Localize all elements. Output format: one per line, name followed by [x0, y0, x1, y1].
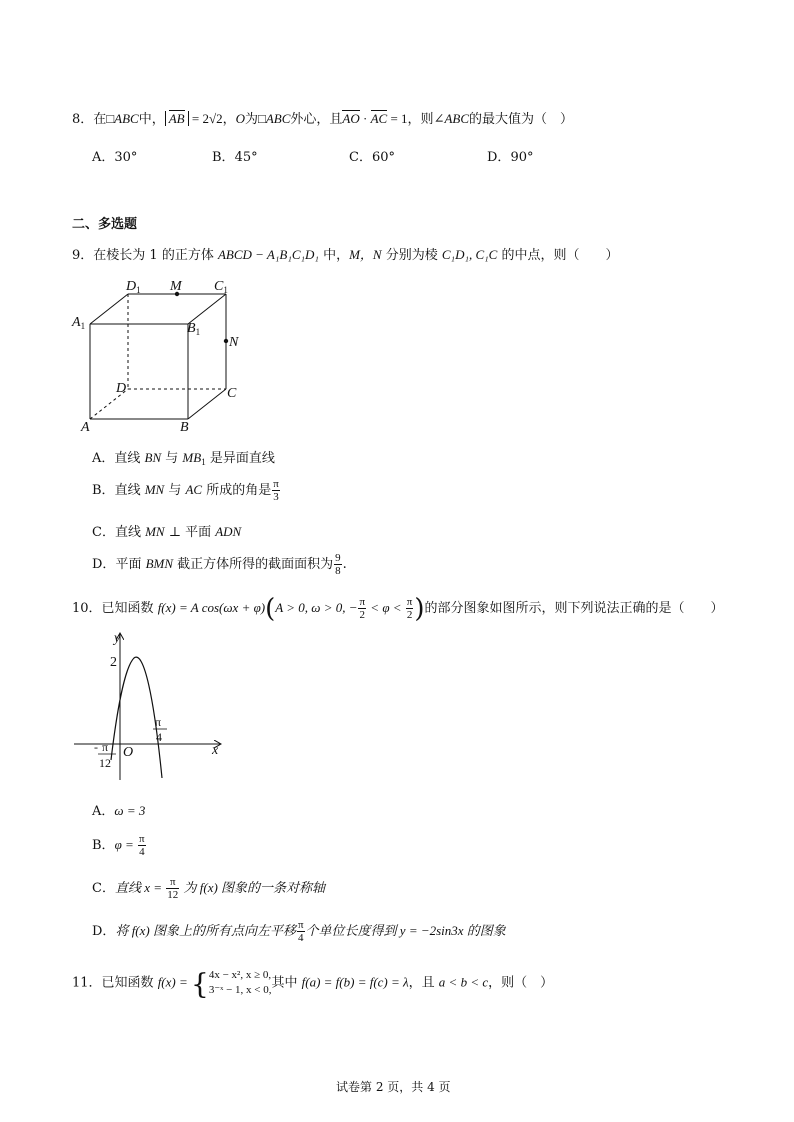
- option-label: D．: [92, 924, 116, 939]
- stem-text: 其中: [271, 975, 302, 991]
- label-pi-twelfth-num: π: [102, 740, 109, 754]
- option-value: 45°: [234, 150, 258, 165]
- option-b[interactable]: [92, 478, 281, 503]
- point-n: [224, 339, 228, 343]
- option-a[interactable]: [92, 800, 145, 819]
- option-label: D．: [487, 150, 511, 165]
- equation: = 1，则: [387, 111, 434, 126]
- plane-adn: ADN: [215, 524, 242, 539]
- plane-bmn: BMN: [145, 556, 174, 571]
- label-n: N: [229, 335, 239, 350]
- question-10-stem: [72, 594, 724, 624]
- label-b: B: [180, 420, 189, 434]
- fraction: $\frac{\pi}{4}$: [139, 833, 145, 858]
- option-text: 与: [161, 451, 183, 466]
- option-d[interactable]: [92, 919, 506, 944]
- stem-text: 中，: [318, 248, 350, 263]
- option-label: A．: [92, 451, 115, 466]
- option-text: 截正方体所得的截面面积为: [173, 557, 334, 572]
- line-ac: AC: [185, 482, 203, 497]
- option-text: 直线: [114, 451, 145, 466]
- label-x: x: [212, 743, 219, 758]
- equation: f(a) = f(b) = f(c) = λ: [301, 974, 409, 990]
- option-value: 90°: [510, 150, 534, 165]
- label-b1: $B_1$: [187, 321, 201, 337]
- period: .: [342, 557, 347, 572]
- option-b[interactable]: [92, 833, 147, 858]
- question-11-stem: [72, 967, 554, 1001]
- option-label: D．: [92, 557, 116, 572]
- option-c[interactable]: [349, 146, 395, 165]
- inequality: a < b < c: [438, 974, 489, 990]
- question-number: 8．: [72, 112, 94, 127]
- case-nonnegative: 4x − x², x ≥ 0,: [208, 969, 272, 981]
- stem-text: 的最大值为（ ）: [469, 112, 574, 127]
- option-d[interactable]: [92, 552, 347, 577]
- option-text: 个单位长度得到 y = −2sin3x 的图象: [305, 923, 506, 938]
- label-pi-twelfth-den: 12: [99, 756, 111, 770]
- label-d: D: [116, 381, 127, 396]
- option-c[interactable]: [92, 876, 325, 901]
- option-a[interactable]: [92, 146, 137, 165]
- option-label: B．: [92, 483, 115, 498]
- option-text: 将 f(x) 图象上的所有点向左平移: [115, 923, 296, 938]
- cube-figure: [70, 274, 250, 434]
- left-brace: {: [191, 967, 209, 1001]
- vector-ab: AB: [168, 111, 185, 126]
- equation: = 2√2，: [188, 111, 236, 126]
- label-two: 2: [110, 655, 117, 670]
- label-c1: $C_1$: [214, 279, 228, 295]
- angle-abc: ∠ABC: [433, 111, 470, 126]
- line-mn: MN: [145, 524, 165, 539]
- stem-text: 外心，且: [290, 112, 343, 127]
- edge-names: C₁D₁, C₁C: [441, 247, 498, 262]
- edge-bc: [188, 389, 226, 419]
- option-text: 所成的角是: [202, 483, 272, 498]
- stem-text: 的部分图象如图所示，则下列说法正确的是（ ）: [424, 601, 724, 616]
- label-d1: $D_1$: [126, 279, 141, 295]
- fraction: $\frac{\pi}{4}$: [297, 919, 304, 944]
- right-paren: ): [414, 594, 425, 624]
- condition: A > 0, ω > 0, −: [275, 600, 358, 615]
- label-pi-quarter-num: π: [155, 715, 162, 729]
- stem-text: ，且: [408, 975, 439, 991]
- option-text: 是异面直线: [205, 451, 275, 466]
- label-a: A: [81, 420, 90, 434]
- stem-text: 在: [93, 112, 107, 127]
- option-label: C．: [92, 525, 115, 540]
- option-text: ω = 3: [114, 803, 146, 818]
- option-a[interactable]: [92, 447, 275, 467]
- question-number: 10．: [72, 601, 102, 616]
- function-graph: [70, 628, 240, 788]
- stem-text: 已知函数: [101, 601, 158, 616]
- question-9-stem: [72, 244, 618, 263]
- option-label: A．: [92, 150, 115, 165]
- page-footer: 试卷第 2 页，共 4 页: [336, 1080, 451, 1094]
- option-text: 与: [164, 483, 186, 498]
- label-pi-quarter-den: 4: [156, 730, 162, 744]
- option-text: 为 f(x) 图象的一条对称轴: [180, 880, 326, 895]
- vector-ao: AO: [342, 111, 360, 126]
- fraction: $\frac{9}{8}$: [335, 552, 341, 577]
- left-paren: (: [265, 594, 276, 624]
- fraction: $\frac{\pi}{12}$: [167, 876, 179, 901]
- label-minus: -: [94, 740, 98, 754]
- option-d[interactable]: [487, 146, 533, 165]
- option-label: B．: [212, 150, 235, 165]
- line-bn: BN: [144, 450, 162, 465]
- option-text: 直线: [114, 525, 146, 540]
- option-b[interactable]: [212, 146, 258, 165]
- cube-name: ABCD − A₁B₁C₁D₁: [217, 247, 319, 262]
- function-name: f(x) =: [157, 974, 191, 990]
- label-m: M: [170, 279, 182, 294]
- option-label: C．: [92, 881, 115, 896]
- condition: < φ <: [367, 600, 405, 615]
- label-c: C: [227, 386, 237, 401]
- triangle-symbol: □ABC: [257, 111, 291, 126]
- option-text: 直线: [114, 483, 145, 498]
- option-c[interactable]: [92, 521, 241, 540]
- label-a1: $A_1$: [72, 315, 86, 331]
- vector-ab-magnitude: [165, 111, 189, 126]
- option-value: 60°: [371, 150, 395, 165]
- points-mn: M，N: [349, 247, 382, 262]
- stem-text: 已知函数: [101, 975, 158, 991]
- question-number: 9．: [72, 248, 94, 263]
- option-value: 30°: [114, 150, 138, 165]
- option-text: 直线 x =: [114, 880, 166, 895]
- edge-b1c1: [188, 294, 226, 324]
- fraction: $\frac{\pi}{3}$: [273, 478, 279, 503]
- case-negative: 3⁻ˣ − 1, x < 0,: [208, 984, 272, 996]
- option-text: 平面: [115, 557, 146, 572]
- edge-a1d1: [90, 294, 128, 324]
- label-o: O: [123, 745, 134, 760]
- label-y: y: [114, 631, 121, 646]
- dot-operator: ·: [359, 111, 371, 126]
- fraction: $\frac{\pi}{2}$: [406, 596, 413, 621]
- section-title: 二、多选题: [72, 217, 138, 232]
- line-mb1: $MB_1$: [182, 450, 206, 467]
- vector-ac: AC: [370, 111, 388, 126]
- function-expression: f(x) = A cos(ωx + φ): [157, 600, 266, 615]
- line-mn: MN: [144, 482, 165, 497]
- fraction: $\frac{\pi}{2}$: [359, 596, 366, 621]
- stem-text: 中，: [138, 112, 165, 127]
- option-label: B．: [92, 838, 115, 853]
- stem-text: 的中点，则（ ）: [497, 248, 619, 263]
- option-text: φ =: [114, 837, 138, 852]
- option-label: C．: [349, 150, 372, 165]
- stem-text: 分别为棱: [381, 248, 442, 263]
- triangle-symbol: □ABC: [106, 111, 139, 126]
- stem-text: ，则（ ）: [488, 975, 554, 991]
- question-8-stem: [72, 108, 573, 127]
- stem-text: 在棱长为 1 的正方体: [93, 248, 218, 263]
- option-label: A．: [92, 804, 115, 819]
- question-number: 11．: [72, 975, 102, 991]
- point-o: O: [235, 111, 245, 126]
- piecewise-cases: [209, 968, 272, 998]
- stem-text: 为: [244, 112, 258, 127]
- option-text: ⊥ 平面: [164, 525, 216, 540]
